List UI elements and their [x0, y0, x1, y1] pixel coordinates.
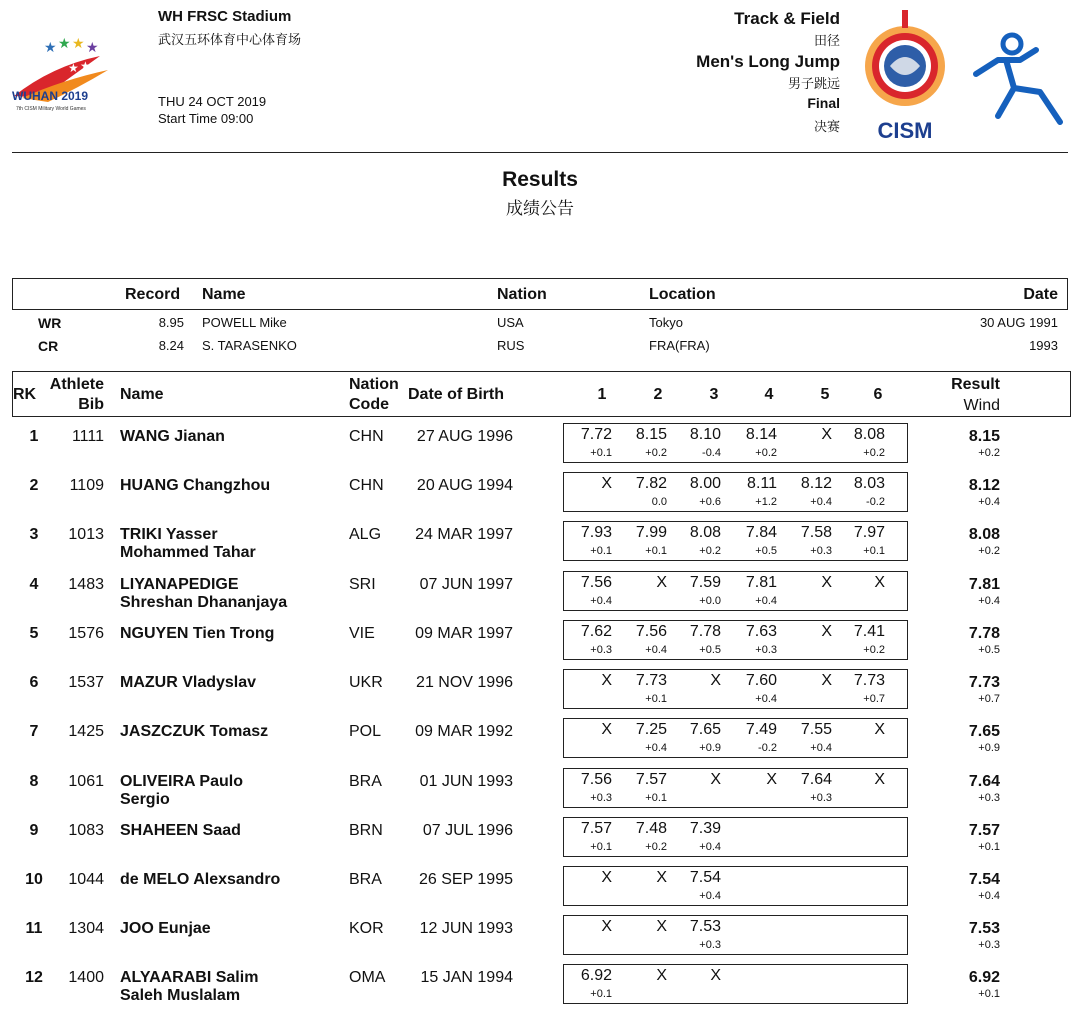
attempt-1-mark: X — [601, 869, 612, 886]
attempt-1-mark: 7.57 — [580, 820, 612, 837]
result-row-4 — [0, 571, 1080, 617]
result-wind: +0.7 — [978, 693, 1000, 705]
records-col-nation: Nation — [497, 286, 547, 303]
athlete-name-line1: LIYANAPEDIGE — [120, 576, 239, 593]
result-mark: 8.12 — [968, 477, 1000, 494]
attempt-3-mark: 7.39 — [689, 820, 721, 837]
nation-code: BRA — [349, 871, 382, 888]
rank: 4 — [29, 576, 39, 593]
result-row-2 — [0, 472, 1080, 518]
athlete-name-line1: MAZUR Vladyslav — [120, 674, 257, 691]
athlete-name — [120, 674, 256, 692]
attempt-2-wind: +0.2 — [645, 447, 667, 459]
athlete-bib: 1304 — [68, 920, 104, 937]
sport-title: Track & Field — [734, 9, 840, 28]
attempt-5-mark: 7.64 — [800, 771, 832, 788]
athlete-bib: 1111 — [71, 428, 104, 445]
athlete-name-line1: JOO Eunjae — [120, 920, 211, 937]
rank: 11 — [25, 920, 43, 937]
attempt-2-wind: 0.0 — [651, 496, 667, 508]
attempt-2-mark: 7.73 — [635, 672, 667, 689]
attempt-1-mark: 7.93 — [580, 524, 612, 541]
athlete-name-line2: Saleh Muslalam — [120, 987, 241, 1004]
attempt-1-wind: +0.4 — [590, 595, 612, 607]
nation-code: ALG — [349, 526, 382, 543]
attempt-4-wind: -0.2 — [758, 742, 777, 754]
attempt-1-mark: X — [601, 475, 612, 492]
attempt-4-wind: +0.4 — [755, 693, 777, 705]
result-mark: 7.73 — [968, 674, 1000, 691]
sport-title-cn: 田径 — [813, 33, 840, 48]
col-attempt-6: 6 — [873, 386, 883, 403]
attempt-5-mark: X — [821, 623, 832, 640]
attempt-2-mark: 7.82 — [635, 475, 667, 492]
athlete-name — [120, 773, 243, 809]
result-wind: +0.9 — [978, 742, 1000, 754]
athlete-bib: 1576 — [68, 625, 104, 642]
result-wind: +0.4 — [978, 890, 1000, 902]
result-wind: +0.5 — [978, 644, 1000, 656]
attempt-5-mark: 7.58 — [800, 524, 832, 541]
athlete-name-line2: Shreshan Dhananjaya — [120, 594, 288, 611]
nation-code: CHN — [349, 477, 384, 494]
attempt-3-mark: 8.00 — [689, 475, 721, 492]
attempt-2-wind: +0.4 — [645, 742, 667, 754]
col-dob: Date of Birth — [408, 386, 504, 403]
result-row-8 — [0, 768, 1080, 814]
result-mark: 8.15 — [968, 428, 1000, 445]
record-mark: 8.95 — [158, 315, 184, 330]
attempt-4-mark: 8.14 — [745, 426, 777, 443]
attempt-1-wind: +0.1 — [590, 545, 612, 557]
svg-text:★: ★ — [58, 36, 71, 51]
attempt-2-wind: +0.2 — [645, 841, 667, 853]
attempt-2-mark: 7.48 — [635, 820, 667, 837]
record-type: WR — [38, 315, 62, 331]
athlete-bib: 1425 — [68, 723, 104, 740]
attempt-2-mark: X — [656, 918, 667, 935]
col-attempt-3: 3 — [709, 386, 719, 403]
athlete-name — [120, 822, 241, 840]
logo-subtext: 7th CISM Military World Games — [16, 106, 86, 112]
attempt-1-wind: +0.1 — [590, 988, 612, 1000]
svg-text:★: ★ — [44, 39, 57, 55]
col-rk: RK — [13, 386, 37, 403]
result-mark: 7.53 — [968, 920, 1000, 937]
attempt-1-wind: +0.1 — [590, 841, 612, 853]
result-row-10 — [0, 866, 1080, 912]
athlete-name-line1: ALYAARABI Salim — [120, 969, 259, 986]
attempt-3-wind: +0.2 — [699, 545, 721, 557]
nation-code: VIE — [349, 625, 375, 642]
result-row-7 — [0, 718, 1080, 764]
attempt-1-mark: X — [601, 721, 612, 738]
attempt-5-mark: 7.55 — [800, 721, 832, 738]
attempt-6-mark: X — [874, 771, 885, 788]
attempt-3-wind: +0.6 — [699, 496, 721, 508]
date-of-birth: 07 JUN 1997 — [419, 576, 513, 593]
page-title-cn: 成绩公告 — [506, 199, 574, 218]
page-title: Results — [502, 168, 578, 191]
attempt-1-mark: 7.72 — [580, 426, 612, 443]
results-header-box — [12, 371, 1071, 417]
date-of-birth: 26 SEP 1995 — [418, 871, 513, 888]
attempt-4-mark: 7.49 — [745, 721, 777, 738]
record-nation: RUS — [497, 338, 525, 353]
col-attempt-2: 2 — [653, 386, 663, 403]
attempt-5-mark: X — [821, 426, 832, 443]
attempt-1-mark: 7.56 — [580, 771, 612, 788]
nation-code: BRN — [349, 822, 383, 839]
col-attempt-1: 1 — [597, 386, 607, 403]
attempts-box — [563, 817, 908, 857]
nation-code: BRA — [349, 773, 382, 790]
result-row-3 — [0, 521, 1080, 567]
record-date: 30 AUG 1991 — [979, 315, 1058, 330]
date-of-birth: 24 MAR 1997 — [415, 526, 513, 543]
attempt-3-mark: 7.54 — [689, 869, 721, 886]
attempt-6-wind: -0.2 — [866, 496, 885, 508]
attempt-4-mark: 7.60 — [745, 672, 777, 689]
attempt-5-mark: X — [821, 574, 832, 591]
athlete-bib: 1044 — [68, 871, 104, 888]
result-mark: 6.92 — [968, 969, 1000, 986]
attempt-6-wind: +0.2 — [863, 447, 885, 459]
athlete-name — [120, 920, 211, 938]
attempt-3-wind: +0.3 — [699, 939, 721, 951]
result-row-6 — [0, 669, 1080, 715]
rank: 10 — [25, 871, 43, 888]
date-of-birth: 21 NOV 1996 — [416, 674, 513, 691]
result-wind: +0.2 — [978, 447, 1000, 459]
athlete-name — [120, 526, 256, 562]
result-wind: +0.4 — [978, 595, 1000, 607]
result-wind: +0.4 — [978, 496, 1000, 508]
athlete-name — [120, 969, 258, 1005]
result-row-11 — [0, 915, 1080, 961]
start-time: Start Time 09:00 — [158, 111, 254, 126]
record-location: Tokyo — [649, 315, 683, 330]
attempt-6-mark: 7.41 — [853, 623, 885, 640]
athlete-name-line1: OLIVEIRA Paulo — [120, 773, 243, 790]
attempt-4-mark: 7.81 — [745, 574, 777, 591]
cism-text: CISM — [877, 118, 933, 143]
rank: 2 — [29, 477, 39, 494]
attempt-2-mark: 7.57 — [635, 771, 667, 788]
records-col-record: Record — [125, 286, 181, 303]
round-title: Final — [807, 95, 840, 111]
cism-emblem — [860, 8, 950, 143]
venue-name-cn: 武汉五环体育中心体育场 — [158, 32, 302, 47]
date-of-birth: 27 AUG 1996 — [416, 428, 513, 445]
nation-code: UKR — [349, 674, 383, 691]
attempt-6-mark: 8.08 — [853, 426, 885, 443]
attempt-2-mark: 8.15 — [635, 426, 667, 443]
result-mark: 8.08 — [968, 526, 1000, 543]
event-date: THU 24 OCT 2019 — [158, 94, 267, 109]
attempt-5-mark: 8.12 — [800, 475, 832, 492]
attempt-3-mark: X — [710, 771, 721, 788]
svg-text:★: ★ — [80, 59, 91, 73]
attempt-3-wind: -0.4 — [702, 447, 721, 459]
rank: 9 — [29, 822, 39, 839]
records-col-name: Name — [202, 286, 246, 303]
attempt-6-mark: 7.73 — [853, 672, 885, 689]
attempt-4-mark: 7.84 — [745, 524, 777, 541]
attempt-3-wind: +0.5 — [699, 644, 721, 656]
attempt-3-wind: +0.0 — [699, 595, 721, 607]
result-wind: +0.1 — [978, 988, 1000, 1000]
attempt-3-mark: 8.08 — [689, 524, 721, 541]
result-mark: 7.78 — [968, 625, 1000, 642]
col-attempt-4: 4 — [764, 386, 774, 403]
result-wind: +0.1 — [978, 841, 1000, 853]
athlete-name-line2: Mohammed Tahar — [120, 544, 256, 561]
attempt-2-wind: +0.4 — [645, 644, 667, 656]
attempt-4-wind: +0.3 — [755, 644, 777, 656]
nation-code: POL — [349, 723, 382, 740]
attempt-4-wind: +0.5 — [755, 545, 777, 557]
col-attempt-5: 5 — [820, 386, 830, 403]
rank: 5 — [29, 625, 39, 642]
attempt-4-mark: X — [766, 771, 777, 788]
result-row-9 — [0, 817, 1080, 863]
athlete-bib: 1083 — [68, 822, 104, 839]
col-result: Result — [951, 376, 1000, 393]
attempt-1-wind: +0.3 — [590, 792, 612, 804]
attempt-6-mark: 8.03 — [853, 475, 885, 492]
nation-code: SRI — [349, 576, 376, 593]
records-col-location: Location — [649, 286, 716, 303]
attempt-2-wind: +0.1 — [645, 792, 667, 804]
attempt-3-mark: 7.53 — [689, 918, 721, 935]
date-of-birth: 07 JUL 1996 — [422, 822, 513, 839]
attempt-1-mark: 6.92 — [580, 967, 612, 984]
athlete-name-line1: de MELO Alexsandro — [120, 871, 281, 888]
rank: 1 — [29, 428, 39, 445]
result-wind: +0.3 — [978, 939, 1000, 951]
athlete-name — [120, 576, 287, 612]
records-col-date: Date — [1023, 286, 1058, 303]
col-wind: Wind — [963, 397, 1000, 414]
athlete-name — [120, 625, 274, 643]
athlete-name-line1: SHAHEEN Saad — [120, 822, 241, 839]
attempt-2-wind: +0.1 — [645, 545, 667, 557]
athlete-name — [120, 477, 270, 495]
nation-code: CHN — [349, 428, 384, 445]
athlete-bib: 1400 — [68, 969, 104, 986]
header-divider — [12, 152, 1068, 153]
rank: 12 — [25, 969, 43, 986]
record-holder: S. TARASENKO — [202, 338, 297, 353]
athlete-name-line1: HUANG Changzhou — [120, 477, 271, 494]
athlete-name-line1: JASZCZUK Tomasz — [120, 723, 269, 740]
attempt-4-mark: 8.11 — [747, 475, 777, 492]
attempt-2-wind: +0.1 — [645, 693, 667, 705]
record-mark: 8.24 — [158, 338, 184, 353]
col-nation: Nation — [349, 376, 399, 393]
athlete-bib: 1109 — [69, 477, 104, 494]
athlete-bib: 1013 — [68, 526, 104, 543]
record-holder: POWELL Mike — [202, 315, 287, 330]
athlete-name-line2: Sergio — [120, 791, 170, 808]
attempt-5-wind: +0.3 — [810, 545, 832, 557]
result-row-1 — [0, 423, 1080, 469]
attempts-box — [563, 915, 908, 955]
attempt-6-mark: X — [874, 721, 885, 738]
event-title-cn: 男子跳远 — [787, 76, 840, 91]
date-of-birth: 09 MAR 1992 — [415, 723, 513, 740]
attempt-2-mark: 7.99 — [635, 524, 667, 541]
record-date: 1993 — [1029, 338, 1058, 353]
rank: 8 — [29, 773, 39, 790]
attempt-3-wind: +0.9 — [699, 742, 721, 754]
attempt-2-mark: X — [656, 869, 667, 886]
rank: 3 — [29, 526, 39, 543]
athlete-name-line1: NGUYEN Tien Trong — [120, 625, 275, 642]
attempt-1-mark: X — [601, 672, 612, 689]
attempt-2-mark: X — [656, 967, 667, 984]
attempt-5-wind: +0.4 — [810, 742, 832, 754]
col-bib: Bib — [78, 396, 104, 413]
attempt-3-mark: X — [710, 967, 721, 984]
attempt-2-mark: 7.25 — [635, 721, 667, 738]
athlete-name-line1: TRIKI Yasser — [120, 526, 218, 543]
athlete-name — [120, 428, 225, 446]
attempt-5-mark: X — [821, 672, 832, 689]
col-name: Name — [120, 386, 164, 403]
svg-text:★: ★ — [68, 61, 79, 75]
result-mark: 7.57 — [968, 822, 1000, 839]
attempt-2-mark: 7.56 — [635, 623, 667, 640]
date-of-birth: 09 MAR 1997 — [415, 625, 513, 642]
attempts-box — [563, 964, 908, 1004]
col-athlete: Athlete — [49, 376, 104, 393]
result-wind: +0.3 — [978, 792, 1000, 804]
athlete-name — [120, 723, 268, 741]
attempt-6-mark: X — [874, 574, 885, 591]
event-title: Men's Long Jump — [696, 52, 840, 71]
record-type: CR — [38, 338, 59, 354]
athlete-bib: 1061 — [68, 773, 104, 790]
date-of-birth: 15 JAN 1994 — [420, 969, 513, 986]
athlete-name-line1: WANG Jianan — [120, 428, 225, 445]
attempt-1-wind: +0.3 — [590, 644, 612, 656]
attempt-6-wind: +0.7 — [863, 693, 885, 705]
attempt-3-wind: +0.4 — [699, 890, 721, 902]
result-row-12 — [0, 964, 1080, 1010]
attempt-3-mark: 7.59 — [689, 574, 721, 591]
round-title-cn: 决赛 — [813, 119, 840, 134]
col-code: Code — [349, 396, 389, 413]
attempt-4-mark: 7.63 — [745, 623, 777, 640]
nation-code: OMA — [349, 969, 386, 986]
svg-text:★: ★ — [86, 39, 99, 55]
athlete-bib: 1537 — [68, 674, 104, 691]
athlete-name — [120, 871, 280, 889]
attempt-4-wind: +0.2 — [755, 447, 777, 459]
long-jump-pictogram-icon — [970, 30, 1066, 125]
attempt-5-wind: +0.4 — [810, 496, 832, 508]
wuhan-2019-logo — [12, 36, 152, 116]
athlete-bib: 1483 — [68, 576, 104, 593]
rank: 6 — [29, 674, 39, 691]
attempt-3-mark: 7.65 — [689, 721, 721, 738]
date-of-birth: 12 JUN 1993 — [419, 920, 513, 937]
attempt-4-wind: +1.2 — [755, 496, 777, 508]
record-location: FRA(FRA) — [649, 338, 710, 353]
attempt-5-wind: +0.3 — [810, 792, 832, 804]
date-of-birth: 20 AUG 1994 — [416, 477, 513, 494]
attempt-6-wind: +0.1 — [863, 545, 885, 557]
result-mark: 7.64 — [968, 773, 1000, 790]
result-mark: 7.65 — [968, 723, 1000, 740]
attempts-box — [563, 866, 908, 906]
attempt-1-mark: 7.56 — [580, 574, 612, 591]
attempt-3-mark: 7.78 — [689, 623, 721, 640]
record-nation: USA — [497, 315, 524, 330]
date-of-birth: 01 JUN 1993 — [419, 773, 513, 790]
result-row-5 — [0, 620, 1080, 666]
rank: 7 — [29, 723, 39, 740]
nation-code: KOR — [349, 920, 384, 937]
result-mark: 7.81 — [968, 576, 1000, 593]
attempt-1-wind: +0.1 — [590, 447, 612, 459]
attempt-3-wind: +0.4 — [699, 841, 721, 853]
logo-text: WUHAN 2019 — [12, 89, 89, 103]
venue-name: WH FRSC Stadium — [158, 8, 292, 25]
attempt-4-wind: +0.4 — [755, 595, 777, 607]
attempt-3-mark: X — [710, 672, 721, 689]
result-mark: 7.54 — [968, 871, 1000, 888]
attempt-6-mark: 7.97 — [853, 524, 885, 541]
svg-text:★: ★ — [72, 36, 85, 51]
result-wind: +0.2 — [978, 545, 1000, 557]
attempt-1-mark: 7.62 — [580, 623, 612, 640]
attempt-2-mark: X — [656, 574, 667, 591]
attempt-1-mark: X — [601, 918, 612, 935]
attempt-3-mark: 8.10 — [689, 426, 721, 443]
attempt-6-wind: +0.2 — [863, 644, 885, 656]
